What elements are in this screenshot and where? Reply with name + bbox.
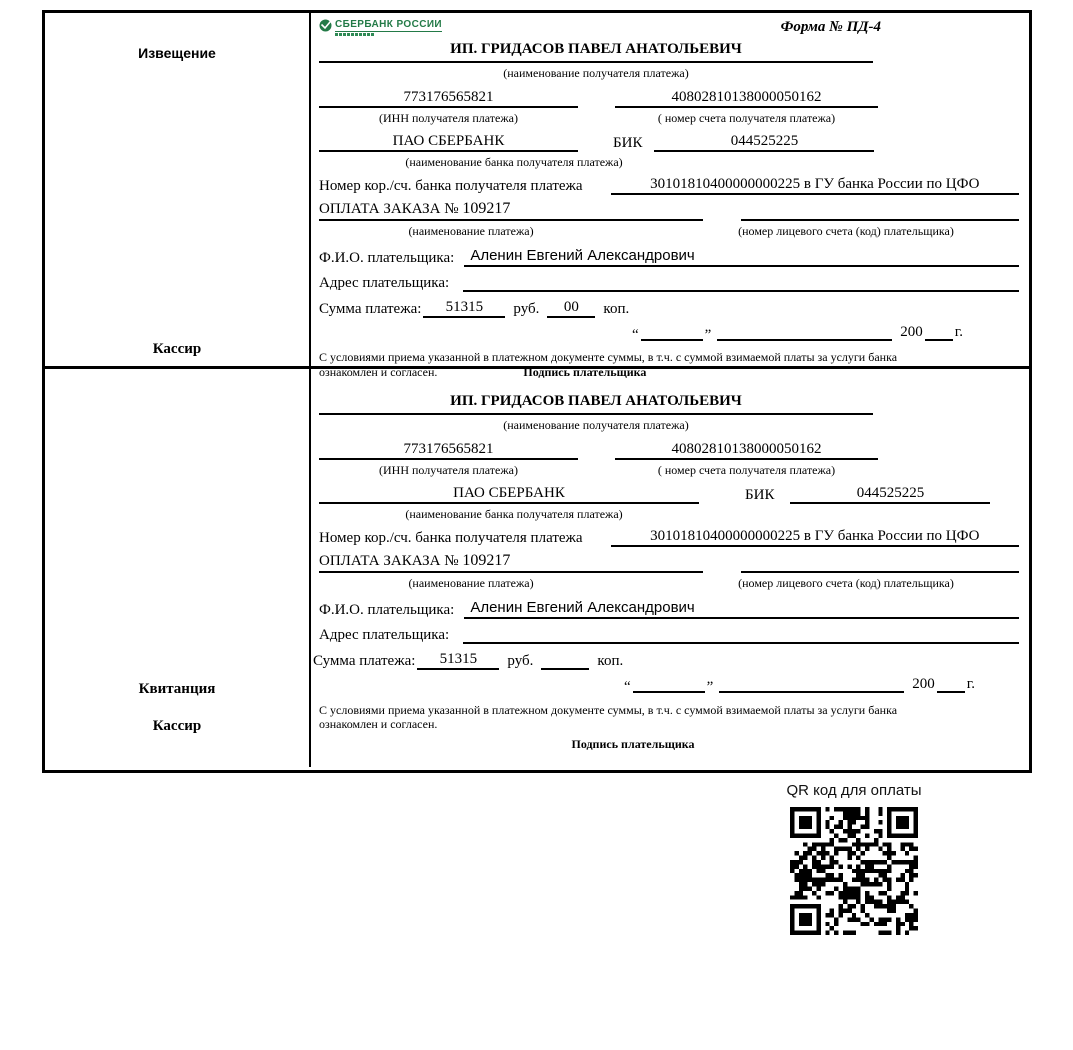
- corr-account-row: [319, 176, 1019, 195]
- payer-code-caption: (номер лицевого счета (код) плательщика): [738, 576, 954, 590]
- payer-fio-line: [464, 247, 1019, 267]
- agreement-line2: ознакомлен и согласен.: [319, 717, 438, 731]
- sberbank-emblem-icon: [319, 19, 332, 32]
- corr-account-value: 30101810400000000225 в ГУ банка России по ЦФО: [611, 528, 1019, 547]
- payer-address-row: [319, 275, 1019, 292]
- date-row: [319, 324, 963, 341]
- agreement-line1: С условиями приема указанной в платежном документе суммы, в т.ч. с суммой взимаемой платы за услуги банка: [319, 703, 898, 717]
- rub-label: руб.: [507, 653, 534, 669]
- inn-account-row: [319, 441, 1019, 460]
- payee-name-caption: (наименование получателя платежа): [503, 418, 689, 432]
- bik-label: БИК: [745, 487, 775, 503]
- payer-code-caption: (номер лицевого счета (код) плательщика): [738, 224, 954, 238]
- inn-caption: (ИНН получателя платежа): [379, 463, 518, 477]
- quote-open: “: [623, 679, 631, 695]
- bik-value: 044525225: [654, 133, 874, 152]
- form-number: Форма № ПД-4: [780, 19, 881, 35]
- kop-label: коп.: [597, 653, 624, 669]
- payee-name-caption: (наименование получателя платежа): [503, 66, 689, 80]
- inn-caption: (ИНН получателя платежа): [379, 111, 518, 125]
- amount-rub-value: 51315: [423, 299, 505, 318]
- qr-caption: QR код для оплаты: [786, 782, 922, 799]
- amount-label: Сумма платежа:: [313, 653, 416, 669]
- corr-account-label: Номер кор./сч. банка получателя платежа: [319, 178, 583, 194]
- payer-address-line: [463, 290, 1019, 292]
- payee-name: ИП. ГРИДАСОВ ПАВЕЛ АНАТОЛЬЕВИЧ: [319, 393, 873, 415]
- kop-label: коп.: [603, 301, 630, 317]
- date-day-blank: [641, 339, 703, 341]
- receipt-content: [311, 369, 1029, 767]
- payment-purpose: ОПЛАТА ЗАКАЗА №: [319, 553, 459, 569]
- notice-content: [311, 13, 1029, 379]
- payee-name: ИП. ГРИДАСОВ ПАВЕЛ АНАТОЛЬЕВИЧ: [319, 41, 873, 63]
- account-caption: ( номер счета получателя платежа): [657, 463, 836, 477]
- payment-name-cell: [319, 552, 703, 573]
- sberbank-logo-fine-print: [335, 33, 375, 36]
- agreement-line1: С условиями приема указанной в платежном документе суммы, в т.ч. с суммой взимаемой платы за услуги банка: [319, 350, 898, 364]
- payer-address-label: Адрес плательщика:: [319, 627, 450, 643]
- quote-open: “: [631, 327, 639, 343]
- payment-name-caption: (наименование платежа): [408, 576, 534, 590]
- date-day-blank: [633, 691, 705, 693]
- date-row: [319, 676, 975, 693]
- receipt-left-column: [45, 369, 311, 767]
- year-prefix: 200: [900, 324, 923, 340]
- inn-value: 773176565821: [319, 441, 578, 460]
- date-month-blank: [719, 691, 904, 693]
- inn-account-captions: [319, 463, 1019, 477]
- payment-form-pd4: [42, 10, 1032, 773]
- qr-code: [790, 807, 918, 935]
- payer-address-line: [463, 642, 1019, 644]
- payment-name-cell: [319, 200, 703, 221]
- cashier-label: Кассир: [152, 341, 202, 357]
- date-year-blank: [925, 339, 953, 341]
- payer-fio-row: [319, 599, 1019, 619]
- payer-address-row: [319, 627, 1019, 644]
- signature-label: Подпись плательщика: [571, 737, 695, 751]
- payer-fio-value: Аленин Евгений Александрович: [470, 599, 695, 616]
- amount-kop-value: 00: [547, 299, 595, 318]
- inn-account-captions: [319, 111, 1019, 125]
- sberbank-logo-text-wrap: [335, 19, 442, 36]
- payment-captions-row: [319, 576, 1019, 590]
- payer-fio-label: Ф.И.О. плательщика:: [319, 250, 455, 266]
- sberbank-logo-text: СБЕРБАНК РОССИИ: [335, 19, 443, 30]
- bank-name-caption: (наименование банка получателя платежа): [405, 507, 623, 521]
- payment-name-row: [319, 552, 1019, 573]
- payer-fio-label: Ф.И.О. плательщика:: [319, 602, 455, 618]
- amount-row: [319, 299, 1019, 318]
- agreement-line2: ознакомлен и согласен.: [319, 365, 438, 379]
- sberbank-logo: [319, 19, 442, 36]
- date-year-blank: [937, 691, 965, 693]
- cashier-label: Кассир: [152, 718, 202, 734]
- date-month-blank: [717, 339, 892, 341]
- payment-captions-row: [319, 224, 1019, 238]
- payer-code-blank-line: [741, 219, 1019, 221]
- corr-account-row: [319, 528, 1019, 547]
- notice-left-column: [45, 13, 311, 366]
- amount-kop-value: [541, 668, 589, 670]
- corr-account-label: Номер кор./сч. банка получателя платежа: [319, 530, 583, 546]
- amount-label: Сумма платежа:: [319, 301, 422, 317]
- account-caption: ( номер счета получателя платежа): [657, 111, 836, 125]
- account-value: 40802810138000050162: [615, 441, 878, 460]
- bank-name-value: ПАО СБЕРБАНК: [319, 485, 699, 504]
- bank-row: [319, 133, 1019, 152]
- account-value: 40802810138000050162: [615, 89, 878, 108]
- year-prefix: 200: [912, 676, 935, 692]
- bank-name-caption: (наименование банка получателя платежа): [405, 155, 623, 169]
- order-number: 109217: [462, 552, 511, 569]
- qr-block: [778, 782, 930, 935]
- agreement-block: [319, 703, 987, 751]
- bank-name-value: ПАО СБЕРБАНК: [319, 133, 578, 152]
- payer-fio-line: [464, 599, 1019, 619]
- payment-name-caption: (наименование платежа): [408, 224, 534, 238]
- year-suffix: г.: [966, 676, 975, 692]
- inn-account-row: [319, 89, 1019, 108]
- receipt-label: Квитанция: [138, 681, 216, 697]
- logo-row: [319, 19, 1019, 41]
- payment-purpose: ОПЛАТА ЗАКАЗА №: [319, 201, 459, 217]
- payment-name-row: [319, 200, 1019, 221]
- payer-fio-value: Аленин Евгений Александрович: [470, 247, 695, 264]
- order-number: 109217: [462, 200, 511, 217]
- quote-close: ”: [704, 327, 712, 343]
- corr-account-value: 30101810400000000225 в ГУ банка России по ЦФО: [611, 176, 1019, 195]
- rub-label: руб.: [513, 301, 540, 317]
- payer-code-blank-line: [741, 571, 1019, 573]
- signature-label: Подпись плательщика: [523, 365, 647, 379]
- bik-label: БИК: [613, 135, 643, 151]
- notice-section: [45, 13, 1029, 379]
- bik-value: 044525225: [790, 485, 990, 504]
- amount-row: [313, 651, 1019, 670]
- amount-rub-value: 51315: [417, 651, 499, 670]
- year-suffix: г.: [954, 324, 963, 340]
- inn-value: 773176565821: [319, 89, 578, 108]
- notice-label: Извещение: [138, 45, 216, 61]
- payer-address-label: Адрес плательщика:: [319, 275, 450, 291]
- receipt-section: [45, 369, 1029, 767]
- quote-close: ”: [706, 679, 714, 695]
- payer-fio-row: [319, 247, 1019, 267]
- bank-row: [319, 485, 1019, 504]
